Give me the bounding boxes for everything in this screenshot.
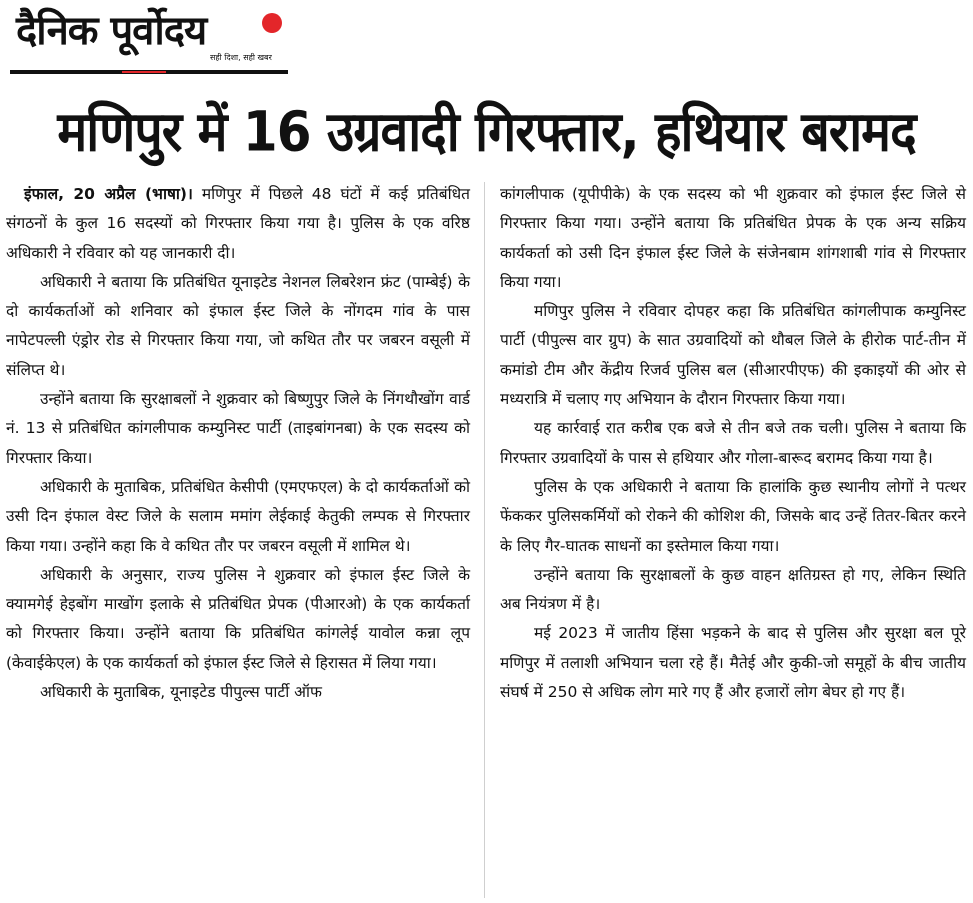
article-paragraph: उन्होंने बताया कि सुरक्षाबलों ने शुक्रवार को बिष्णुपुर जिले के निंगथौखोंग वार्ड नं. 13 से प्रतिबंधित कांगलीपाक कम्युनिस्ट पार्टी (ताइबांगनबा) के एक सदस्य को गिरफ्तार किया। — [6, 390, 470, 467]
article-paragraph: कांगलीपाक (यूपीपीके) के एक सदस्य को भी शुक्रवार को इंफाल ईस्ट जिले से गिरफ्तार किया गया। उन्होंने बताया कि प्रतिबंधित प्रेपक के एक अन्य सक्रिय कार्यकर्ता को उसी दिन इंफाल ईस्ट जिले के संजेनबाम शांगशाबी गांव से गिरफ्तार किया गया। — [500, 185, 966, 291]
article-paragraph: उन्होंने बताया कि सुरक्षाबलों के कुछ वाहन क्षतिग्रस्त हो गए, लेकिन स्थिति अब नियंत्रण में है। — [500, 565, 966, 614]
article-paragraph: मणिपुर पुलिस ने रविवार दोपहर कहा कि प्रतिबंधित कांगलीपाक कम्युनिस्ट पार्टी (पीपुल्स वार ग्रुप) के सात उग्रवादियों को थौबल जिले के हीरोक पार्ट-तीन में कमांडो टीम और केंद्रीय रिजर्व पुलिस बल (सीआरपीएफ) की इकाइयों की ओर से मध्यरात्रि में चलाए गए अभियान के दौरान गिरफ्तार किया गया। — [500, 302, 966, 409]
article-column-right — [500, 180, 966, 707]
masthead-logo-dot — [262, 13, 282, 33]
column-divider — [484, 182, 485, 898]
article-column-left — [6, 180, 470, 707]
dateline: इंफाल, 20 अप्रैल (भाषा)। — [24, 185, 193, 203]
article-paragraph: अधिकारी के अनुसार, राज्य पुलिस ने शुक्रवार को इंफाल ईस्ट जिले के क्यामगेई हेइबोंग माखोंग इलाके से प्रतिबंधित प्रेपक (पीआरओ) के एक कार्यकर्ता को गिरफ्तार किया। उन्होंने बताया कि प्रतिबंधित कांगलेई यावोल कन्ना लूप (केवाईकेएल) के एक कार्यकर्ता को इंफाल ईस्ट जिले से हिरासत में लिया गया। — [6, 565, 470, 672]
paragraph-text: मणिपुर में पिछले 48 घंटों में कई प्रतिबंधित संगठनों के कुल 16 सदस्यों को गिरफ्तार किया गया है। पुलिस के एक वरिष्ठ अधिकारी ने रविवार को यह जानकारी दी। — [6, 185, 470, 262]
article-paragraph: अधिकारी ने बताया कि प्रतिबंधित यूनाइटेड नेशनल लिबरेशन फ्रंट (पाम्बेई) के दो कार्यकर्ताओं को शनिवार को इंफाल ईस्ट जिले के नोंगदम गांव के पास नापेटपल्ली एंड्रोर रोड से गिरफ्तार किया गया, जो कथित तौर पर जबरन वसूली में संलिप्त थे। — [6, 272, 470, 379]
article-paragraph — [6, 180, 470, 268]
masthead — [10, 6, 288, 74]
article-paragraph: यह कार्रवाई रात करीब एक बजे से तीन बजे तक चली। पुलिस ने बताया कि गिरफ्तार उग्रवादियों के पास से हथियार और गोला-बारूद बरामद किया गया है। — [500, 419, 966, 467]
newspaper-name: दैनिक पूर्वोदय — [16, 8, 207, 54]
article-paragraph: मई 2023 में जातीय हिंसा भड़कने के बाद से पुलिस और सुरक्षा बल पूरे मणिपुर में तलाशी अभियान चला रहे हैं। मैतेई और कुकी-जो समूहों के बीच जातीय संघर्ष में 250 से अधिक लोग मारे गए हैं और हजारों लोग बेघर हो गए हैं। — [500, 624, 966, 702]
masthead-rule-accent — [122, 71, 166, 73]
article-headline: मणिपुर में 16 उग्रवादी गिरफ्तार, हथियार बरामद — [57, 100, 916, 164]
newspaper-tagline: सही दिशा, सही खबर — [210, 53, 272, 62]
article-paragraph: पुलिस के एक अधिकारी ने बताया कि हालांकि कुछ स्थानीय लोगों ने पत्थर फेंककर पुलिसकर्मियों को रोकने की कोशिश की, जिसके बाद उन्हें तितर-बितर करने के लिए गैर-घातक साधनों का इस्तेमाल किया गया। — [500, 477, 966, 555]
article-paragraph: अधिकारी के मुताबिक, प्रतिबंधित केसीपी (एमएफएल) के दो कार्यकर्ताओं को उसी दिन इंफाल वेस्ट जिले के सलाम ममांग लेईकाई केतुकी लम्पक से गिरफ्तार किया गया। उन्होंने कहा कि वे कथित तौर पर जबरन वसूली में शामिल थे। — [6, 477, 470, 555]
article-paragraph: अधिकारी के मुताबिक, यूनाइटेड पीपुल्स पार्टी ऑफ — [40, 683, 322, 702]
